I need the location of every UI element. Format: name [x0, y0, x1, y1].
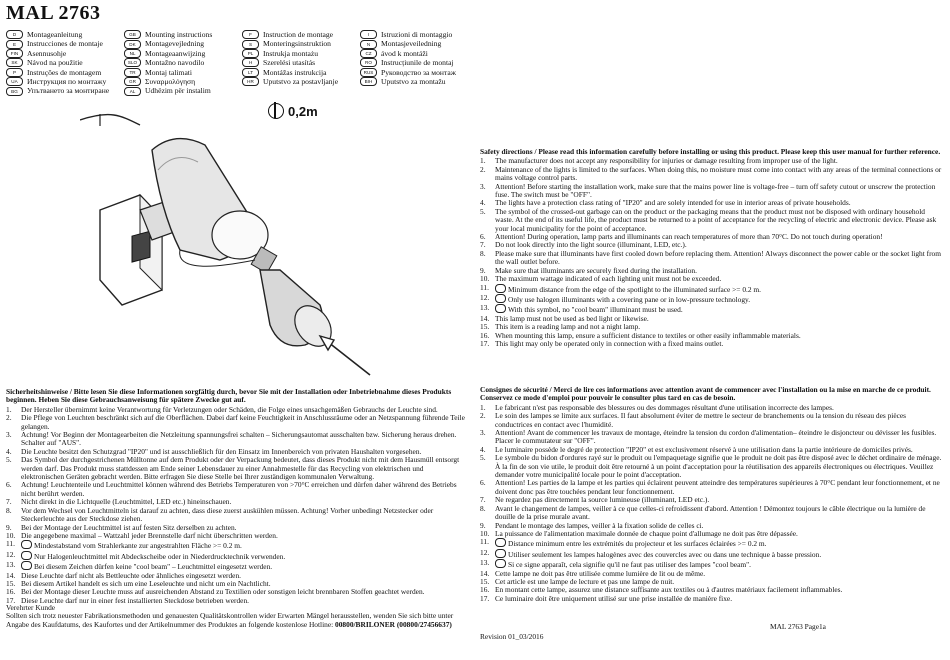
item-number: 13. — [480, 558, 490, 568]
item-number: 16. — [480, 330, 490, 340]
language-label: Упътването за монтиране — [27, 86, 110, 96]
item-number: 2. — [6, 413, 12, 423]
language-label: Monteringsinstruktion — [263, 39, 331, 49]
item-text: Distance minimum entre les extrémités du projecteur et les surfaces éclairées >= 0.2 m. — [508, 539, 767, 549]
language-item — [6, 49, 124, 58]
safety-item — [480, 429, 942, 446]
lamp-illustration — [80, 100, 380, 380]
item-text: Die angegebene maximal – Wattzahl jeder Brennstelle darf nicht überschritten werden. — [21, 530, 278, 540]
item-text: Please make sure that illuminants have first cooled down before replacing them. Attention! Always disconnect the power cable or the socket light from the wall outlet before. — [495, 248, 941, 267]
switch — [132, 231, 150, 262]
language-label: Montasjeveiledning — [381, 39, 442, 49]
item-text: Diese Leuchte darf nicht als Bettleuchte oder ähnliches eingesetzt werden. — [21, 570, 241, 580]
language-code-badge: RO — [360, 58, 377, 67]
safety-item — [480, 294, 942, 304]
item-number: 3. — [480, 181, 486, 191]
item-text: Bei diesem Artikel handelt es sich um eine Leseleuchte und nicht um ein Nachtlicht. — [21, 578, 271, 588]
language-item — [124, 86, 242, 95]
revision-label: Revision 01_03/2016 — [480, 632, 544, 641]
item-text: Make sure that illuminants are securely fixed during the installation. — [495, 265, 697, 275]
item-number: 6. — [480, 478, 486, 488]
language-label: ávod k montáži — [381, 48, 428, 58]
language-label: Instrukja montażu — [263, 48, 319, 58]
item-number: 2. — [480, 164, 486, 174]
note-greeting: Verehrter Kunde — [6, 603, 56, 612]
item-text: Cette lampe ne doit pas être utilisée comme lumière de lit ou de même. — [495, 568, 706, 578]
language-code-badge: D — [6, 30, 23, 39]
language-item — [124, 39, 242, 48]
language-label: Инструкция по монтажу — [27, 76, 107, 86]
language-item — [6, 58, 124, 67]
item-number: 17. — [6, 595, 16, 605]
document-title: MAL 2763 — [6, 2, 101, 24]
language-code-badge: GB — [124, 30, 141, 39]
item-number: 1. — [6, 404, 12, 414]
language-code-badge: AL — [124, 87, 141, 96]
power-cord — [80, 115, 140, 125]
safety-item — [480, 538, 942, 548]
safety-fr — [480, 386, 942, 603]
safety-item — [480, 454, 942, 479]
item-number: 3. — [6, 430, 12, 440]
language-code-badge: F — [242, 30, 259, 39]
language-label: Руководство за монтаж — [381, 67, 456, 77]
language-code-badge: SK — [6, 58, 23, 67]
item-number: 11. — [6, 539, 15, 549]
insert-arrow — [328, 342, 370, 375]
item-text: Attention! Avant de commencer les travaux de montage, éteindre la tension du cordon d'alimentation– éteindre le disjoncteur ou dévisser les fusibles. Placer le commutateur sur "OFF". — [495, 428, 937, 446]
safety-en — [480, 148, 942, 348]
symbol-icon — [21, 561, 32, 570]
language-item — [124, 49, 242, 58]
safety-de-list — [6, 406, 466, 605]
item-text: Avant le changement de lampes, veiller à ce que celles-ci refroidissent d'abord. Attention ! Démontez toujours le câble électrique ou la lumière de douille de la prise murale avant. — [495, 503, 926, 522]
safety-item — [480, 250, 942, 267]
language-code-badge: DK — [124, 40, 141, 49]
item-number: 5. — [480, 206, 486, 216]
safety-item — [480, 549, 942, 559]
symbol-icon — [21, 551, 32, 560]
item-text: Si ce signe apparaît, cela signifie qu'il ne faut pas utiliser des lampes "cool beam". — [508, 560, 751, 570]
item-text: Bei der Montage der Leuchtmittel ist auf festen Sitz derselben zu achten. — [21, 522, 237, 532]
language-code-badge: CZ — [360, 49, 377, 58]
safety-item — [480, 479, 942, 496]
item-number: 12. — [480, 547, 490, 557]
item-number: 8. — [480, 248, 486, 258]
language-code-badge: PL — [242, 49, 259, 58]
language-item — [242, 77, 360, 86]
safety-item — [6, 456, 466, 481]
safety-fr-heading: Consignes de sécurité / Merci de lire ces informations avec attention avant de commencer avec l'installation ou la mise en marche de ce produit. Conservez ce mode d'emploi pour pouvoir le consulter plus tard en cas de besoin. — [480, 385, 931, 403]
item-number: 6. — [480, 232, 486, 242]
item-number: 16. — [6, 587, 16, 597]
item-number: 3. — [480, 428, 486, 438]
item-text: Le luminaire possède le degré de protection "IP20" et est exclusivement réservé à une utilisation dans la partie intérieure de domiciles privés. — [495, 444, 913, 454]
language-item — [6, 30, 124, 39]
safety-item — [480, 183, 942, 200]
language-item — [360, 39, 478, 48]
item-number: 6. — [6, 480, 12, 490]
item-text: Nur Halogenleuchtmittel mit Abdeckscheibe oder in Niederdrucktechnik verwenden. — [34, 551, 286, 561]
language-code-badge: NL — [124, 49, 141, 58]
language-label: Instrucciones de montaje — [27, 39, 103, 49]
symbol-icon — [495, 549, 506, 558]
safety-item — [6, 540, 466, 550]
item-number: 14. — [480, 313, 490, 323]
language-item — [242, 68, 360, 77]
language-code-badge: P — [6, 68, 23, 77]
safety-item — [480, 340, 942, 348]
item-number: 4. — [6, 446, 12, 456]
item-number: 7. — [480, 495, 486, 505]
item-number: 8. — [6, 505, 12, 515]
item-number: 5. — [6, 455, 12, 465]
item-text: Der Hersteller übernimmt keine Verantwortung für Verletzungen oder Schäden, die Folge eines unsachgemäßen Gebrauchs der Leuchte sind. — [21, 404, 438, 414]
symbol-icon — [495, 304, 506, 313]
language-item — [360, 30, 478, 39]
item-text: Ce luminaire doit être uniquement utilisé sur une prise installée de manière fixe. — [495, 593, 733, 603]
item-text: The manufacturer does not accept any responsibility for injuries or damage resulting from improper use of the light. — [495, 156, 838, 166]
language-code-badge: SLO — [124, 58, 141, 67]
item-text: Nicht direkt in die Lichtquelle (Leuchtmittel, LED etc.) hineinschauen. — [21, 497, 232, 507]
language-item — [124, 77, 242, 86]
language-code-badge: BIH — [360, 77, 377, 86]
item-text: Le symbole du bidon d'ordures rayé sur le produit ou l'empaquetage signifie que le produit ne doit pas être disposé avec le déchet ordinaire de ménage. À la fin de son vie utile, le produit doit être retourné à un point d'acceptation pour la réutilisation des appareils électroniques ou électriques. Veuillez demander votre municipalité locale pour le point d'acceptation. — [495, 453, 942, 480]
item-text: Vor dem Wechsel von Leuchtmitteln ist darauf zu achten, dass diese zuerst auskühlen müssen. Achtung! Vorher unbedingt Netzstecker oder Steckerleuchte aus der Steckdose ziehen. — [21, 505, 434, 524]
item-number: 14. — [6, 570, 16, 580]
language-label: Montageaanwijzing — [145, 48, 206, 58]
item-text: Ne regardez pas directement la source lumineuse (illuminant, LED etc.). — [495, 495, 710, 505]
item-text: Le fabricant n'est pas responsable des blessures ou des dommages résultant d'une utilisation incorrecte des lampes. — [495, 402, 834, 412]
item-text: Maintenance of the lights is limited to the surfaces. When doing this, no moisture must come into contact with any areas of the terminal connections or mains voltage control parts. — [495, 164, 942, 183]
item-text: Mindestabstand vom Strahlerkante zur angestrahlten Fläche >= 0.2 m. — [34, 541, 242, 551]
item-text: En montant cette lampe, assurez une distance suffisante aux textiles ou à d'autres matériaux facilement inflammables. — [495, 585, 843, 595]
item-number: 1. — [480, 402, 486, 412]
language-item — [124, 30, 242, 39]
item-number: 9. — [6, 522, 12, 532]
item-text: This item is a reading lamp and not a night lamp. — [495, 322, 641, 332]
item-text: With this symbol, no "cool beam" illuminant must be used. — [508, 305, 683, 315]
item-text: Attention! Before starting the installation work, make sure that the mains power line is voltage-free – turn off safety cutout or unscrew the protection fuse. The switch must be "OFF". — [495, 181, 936, 200]
language-label: Montážas instrukcija — [263, 67, 327, 77]
language-item — [360, 77, 478, 86]
language-label: Uputstvo za postavljanje — [263, 76, 339, 86]
language-item — [360, 68, 478, 77]
safety-item — [480, 275, 942, 283]
language-item — [360, 58, 478, 67]
item-number: 12. — [6, 549, 16, 559]
item-text: The maximum wattage indicated of each lighting unit must not be exceeded. — [495, 274, 722, 284]
language-code-badge: UA — [6, 77, 23, 86]
item-text: Only use halogen illuminants with a covering pane or in low-pressure technology. — [508, 294, 751, 304]
language-label: Montaj talimati — [145, 67, 193, 77]
safety-fr-list — [480, 404, 942, 603]
symbol-icon — [495, 294, 506, 303]
page-label: MAL 2763 Page1a — [770, 622, 826, 631]
safety-item — [480, 530, 942, 538]
language-item — [360, 49, 478, 58]
item-number: 7. — [480, 240, 486, 250]
language-label: Istruzioni di montaggio — [381, 30, 453, 39]
language-label: Uputstvo za montažu — [381, 76, 446, 86]
language-code-badge: N — [360, 40, 377, 49]
language-item — [124, 58, 242, 67]
min-distance-label: 0,2m — [268, 103, 318, 119]
language-item — [242, 58, 360, 67]
language-item — [124, 68, 242, 77]
language-item — [6, 39, 124, 48]
item-text: Achtung! Vor Beginn der Montagearbeiten die Netzleitung spannungsfrei schalten – Sicherungsautomat ausschalten bzw. Sicherung heraus drehen. Schalter auf "AUS". — [21, 430, 457, 448]
item-number: 5. — [480, 453, 486, 463]
item-number: 13. — [480, 303, 490, 313]
item-text: This lamp must not be used as bed light or likewise. — [495, 313, 649, 323]
safety-en-list — [480, 157, 942, 348]
item-text: Das Symbol der durchgestrichenen Mülltonne auf dem Produkt oder der Verpackung bedeutet, dass dieses Produkt nicht mit dem Hausmüll entsorgt werden darf. Das Produkt muss stattdessen am Ende seiner Lebensdauer zu einer Annahmestelle für das Recycling von elektrischen und elektronischen Geräten gebracht werden. Bitte erfragen Sie diese Stelle bei Ihrer zuständigen kommunalen Verwaltung. — [21, 455, 460, 482]
item-text: The lights have a protection class rating of "IP20" and are solely intended for use in interior areas of private households. — [495, 198, 851, 208]
item-number: 17. — [480, 338, 490, 348]
item-number: 16. — [480, 585, 490, 595]
language-label: Mounting instructions — [145, 30, 213, 39]
language-label: Montažno navodilo — [145, 58, 205, 68]
item-number: 17. — [480, 593, 490, 603]
language-code-badge: TR — [124, 68, 141, 77]
item-text: Achtung! Leuchtenteile und Leuchtmittel können während des Betriebs Temperaturen von >70°C erreichen und dürfen daher während des Betriebs nicht berührt werden. — [21, 480, 457, 498]
item-number: 8. — [480, 503, 486, 513]
language-label: Asennusohje — [27, 48, 67, 58]
item-text: Diese Leuchte darf nur in einer fest installierten Steckdose betrieben werden. — [21, 595, 249, 605]
language-code-badge: BG — [6, 87, 23, 96]
safety-de-heading: Sicherheitshinweise / Bitte lesen Sie diese Informationen sorgfältig durch, bevor Sie mit der Installation oder Inbetriebnahme dieses Produkts beginnen. Heben Sie diese Gebrauchsanweisung für spätere Zwecke gut auf. — [6, 387, 452, 405]
note-text: Sollten sich trotz neuester Fabrikationsmethoden und genauesten Qualitätskontrollen wider Erwarten Mängel herausstellen, wenden Sie sich bitte unter Angabe des Kaufdatums, des Kaufortes und der Artikelnummer des Produktes an folgende kostenlose Hotline: — [6, 611, 454, 629]
item-number: 1. — [480, 156, 486, 166]
symbol-icon — [495, 284, 506, 293]
symbol-icon — [21, 540, 32, 549]
safety-item — [480, 284, 942, 294]
item-text: The symbol of the crossed-out garbage can on the product or the packaging means that the product must not be disposed with ordinary household waste. At the end of its useful life, the product must be returned to a point of acceptance for the recycling of electric and electronic device. Please ask your local municipality for the point of acceptance. — [495, 206, 937, 233]
item-text: Die Pflege von Leuchten beschränkt sich auf die Oberflächen. Dabei darf keine Feuchtigkeit in Anschlussräume oder an Netzspannung führende Teile gelangen. — [21, 413, 465, 431]
item-text: Utiliser seulement les lampes halogènes avec des couvercles avec ou dans une technique à basse pression. — [508, 549, 822, 559]
language-code-badge: GR — [124, 77, 141, 86]
language-code-badge: I — [360, 30, 377, 39]
safety-item — [480, 595, 942, 603]
item-number: 10. — [480, 528, 490, 538]
item-number: 2. — [480, 411, 486, 421]
item-number: 4. — [480, 198, 486, 208]
item-text: Pendant le montage des lampes, veiller à la fixation solide de celles ci. — [495, 520, 704, 530]
language-label: Udhëzim për instalim — [145, 86, 211, 96]
safety-item — [6, 551, 466, 561]
item-text: When mounting this lamp, ensure a sufficient distance to textiles or other easily inflammable materials. — [495, 330, 801, 340]
language-label: Instrucțiunile de montaj — [381, 58, 454, 68]
item-number: 12. — [480, 292, 490, 302]
item-text: Attention! During operation, lamp parts and illuminants can reach temperatures of more than 70°C. Do not touch during operation! — [495, 232, 883, 242]
item-text: This light may only be operated only in connection with a fixed mains outlet. — [495, 338, 724, 348]
safety-en-heading: Safety directions / Please read this information carefully before installing or using this product. Please keep this user manual for further reference. — [480, 147, 941, 156]
item-number: 15. — [6, 578, 16, 588]
language-label: Návod na použitie — [27, 58, 83, 68]
item-text: Bei der Montage dieser Leuchte muss auf ausreichenden Abstand zu Textilien oder sonstigen leicht brennbaren Stoffen geachtet werden. — [21, 587, 425, 597]
safety-item — [6, 507, 466, 524]
item-text: Cet article est une lampe de lecture et pas une lampe de nuit. — [495, 576, 675, 586]
item-text: Attention! Les parties de la lampe et les parties qui éclairent peuvent atteindre des températures supérieures à 70°C pendant leur fonctionnement, et ne doivent donc pas être touchées pendant leur fonctionnement. — [495, 478, 940, 496]
item-text: Bei diesem Zeichen dürfen keine "cool beam" – Leuchtmittel eingesetzt werden. — [34, 562, 273, 572]
item-number: 9. — [480, 520, 486, 530]
item-number: 15. — [480, 576, 490, 586]
safety-item — [6, 481, 466, 498]
item-number: 13. — [6, 560, 16, 570]
item-text: Do not look directly into the light source (illuminant, LED, etc.). — [495, 240, 687, 250]
symbol-icon — [495, 538, 506, 547]
safety-item — [480, 505, 942, 522]
language-code-badge: S — [242, 40, 259, 49]
language-code-badge: H — [242, 58, 259, 67]
language-label: Συναρμολόγηση — [145, 76, 196, 86]
safety-de — [6, 388, 466, 605]
item-text: Minimum distance from the edge of the spotlight to the illuminated surface >= 0.2 m. — [508, 284, 761, 294]
hotline-number: 00800/BRILONER (00800/27456637) — [335, 619, 452, 629]
language-item — [242, 49, 360, 58]
language-label: Montageanleitung — [27, 30, 83, 39]
language-item — [242, 39, 360, 48]
language-code-badge: LT — [242, 68, 259, 77]
language-code-badge: HR — [242, 77, 259, 86]
item-number: 10. — [6, 530, 16, 540]
item-number: 10. — [480, 274, 490, 284]
safety-item — [480, 166, 942, 183]
language-item — [6, 77, 124, 86]
language-code-badge: RUS — [360, 68, 377, 77]
safety-item — [6, 532, 466, 540]
item-text: Die Leuchte besitzt den Schutzgrad "IP20" und ist ausschließlich für den Einsatz im Innenbereich von privaten Haushalten vorgesehen. — [21, 446, 422, 456]
language-code-badge: E — [6, 40, 23, 49]
item-number: 7. — [6, 497, 12, 507]
language-item — [242, 30, 360, 39]
language-code-badge: FIN — [6, 49, 23, 58]
symbol-icon — [495, 559, 506, 568]
item-number: 11. — [480, 537, 489, 547]
item-number: 9. — [480, 265, 486, 275]
item-text: La puissance de l'alimentation maximale donnée de chaque point d'allumage ne doit pas être dépassée. — [495, 528, 798, 538]
language-item — [6, 68, 124, 77]
language-label: Instruction de montage — [263, 30, 334, 39]
item-number: 14. — [480, 568, 490, 578]
item-number: 4. — [480, 444, 486, 454]
safety-item — [480, 208, 942, 233]
distance-icon — [268, 103, 284, 119]
language-list — [6, 30, 486, 96]
safety-item — [6, 414, 466, 431]
safety-item — [6, 431, 466, 448]
language-label: Montagevejledning — [145, 39, 205, 49]
language-label: Szerelési utasítás — [263, 58, 316, 68]
safety-item — [480, 412, 942, 429]
item-number: 15. — [480, 322, 490, 332]
item-text: Le soin des lampes se limite aux surfaces. Il faut absolument éviter de mettre le secteur de branchements ou la tension du réseau des pièces conductrices en contact avec l'humidité. — [495, 411, 907, 429]
item-number: 11. — [480, 282, 489, 292]
language-label: Instruções de montagem — [27, 67, 102, 77]
language-item — [6, 86, 124, 95]
manufacturer-note — [6, 604, 466, 629]
